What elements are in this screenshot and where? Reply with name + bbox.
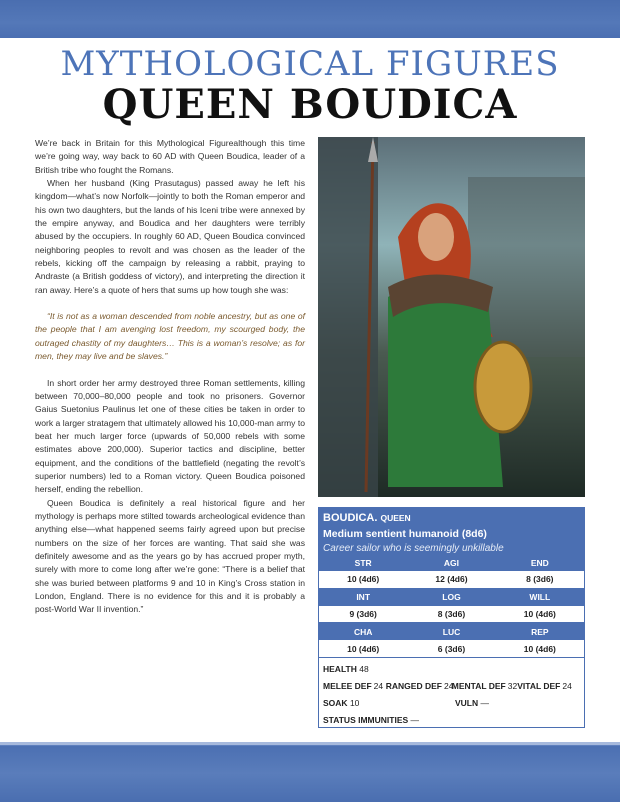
top-banner xyxy=(0,0,620,38)
attr-value: 10 (4d6) xyxy=(347,643,380,654)
vital-def-label: VITAL DEF xyxy=(517,681,561,692)
attribute-value-row xyxy=(319,640,584,657)
vuln-value: — xyxy=(480,698,490,709)
vuln-label: VULN xyxy=(455,698,479,709)
attr-value: 10 (4d6) xyxy=(347,574,380,585)
immunities-value: — xyxy=(410,715,420,726)
attr-value: 10 (4d6) xyxy=(523,643,556,654)
attribute-value-row xyxy=(319,571,584,588)
attr-value: 6 (3d6) xyxy=(437,643,466,654)
creature-type: Medium sentient humanoid (8d6) xyxy=(323,528,487,540)
mental-def-value: 32 xyxy=(507,681,518,692)
article-body xyxy=(35,137,305,617)
immunities-label: STATUS IMMUNITIES xyxy=(323,715,409,726)
attr-value: 10 (4d6) xyxy=(523,609,556,620)
soak-line xyxy=(323,695,580,712)
attr-label: WILL xyxy=(529,592,551,603)
creature-title: QUEEN xyxy=(380,513,411,523)
ranged-def-value: 24 xyxy=(443,681,454,692)
immunities-line xyxy=(323,712,580,729)
attr-value: 8 (3d6) xyxy=(437,609,466,620)
ranged-def-label: RANGED DEF xyxy=(385,681,442,692)
stat-block xyxy=(318,507,585,728)
paragraph: We’re back in Britain for this Mythological Figurealthough this time we’re going way, way back to 60 AD with Queen Boudica, leader of a British tribe who fought the Romans. xyxy=(35,138,305,175)
mental-def-label: MENTAL DEF xyxy=(451,681,506,692)
melee-def-value: 24 xyxy=(373,681,384,692)
attr-label: LOG xyxy=(442,592,461,603)
attr-label: REP xyxy=(531,626,549,637)
series-title: MYTHOLOGICAL FIGURES xyxy=(60,44,560,84)
attr-label: CHA xyxy=(353,626,373,637)
paragraph: In short order her army destroyed three Roman settlements, killing between 70,000–80,000 people and took no prisoners. Governor Gaius Suetonius Paulinus let one of these cities be taken in order to work a larger stratagem that ultimately allowed his 10,000-man army to beat her much larger force (upwards of 50,000 rebels with some estimates above 200,000). Superior tactics and discipline, better equipment, and the conditions of the battlefield (negating the revolt’s superior numbers) led to a Roman victory. Queen Boudica poisoned herself, ending the rebellion. xyxy=(35,377,305,495)
attribute-header-row xyxy=(319,623,584,640)
soak-label: SOAK xyxy=(323,698,348,709)
attr-value: 12 (4d6) xyxy=(435,574,468,585)
page-title: QUEEN BOUDICA xyxy=(102,81,518,128)
health-value: 48 xyxy=(359,664,369,675)
attribute-value-row xyxy=(319,606,584,623)
attr-label: END xyxy=(530,557,549,568)
attribute-header-row xyxy=(319,589,584,606)
attr-label: STR xyxy=(354,557,372,568)
boudica-illustration xyxy=(318,137,585,497)
paragraph: Queen Boudica is definitely a real historical figure and her mythology is perhaps more stilted towards archeological evidence than anything else—what happened seems fairly agreed upon but precise numbers on the size of her forces are wanting. That said she was definitely awesome and as the years go by has accrued proper myth, surely with more to come long after we’re gone: “There is a belief that she was buried between platforms 9 and 10 in King’s Cross station in London, England. There is no evidence for this and it is probably a post-World War II invention.” xyxy=(35,497,305,615)
creature-description: Career sailor who is seemingly unkillable xyxy=(323,543,504,554)
quote: “It is not as a woman descended from noble ancestry, but as one of the people that I am avenging lost freedom, my scourged body, the outraged chastity of my daughters… This is a woman’s resolve; as for men, they may live and be slaves.” xyxy=(35,311,305,362)
attribute-header-row xyxy=(319,554,584,571)
soak-value: 10 xyxy=(349,698,360,709)
health-label: HEALTH xyxy=(323,664,357,675)
melee-def-label: MELEE DEF xyxy=(323,681,372,692)
paragraph: When her husband (King Prasutagus) passed away he left his kingdom—what’s now Norfolk—jointly to both the Roman emperor and his own two daughters, but the lands of his Iceni tribe were annexed by the empire anyway, and Boudica and her daughters were terribly abused by the occupiers. In roughly 60 AD, Queen Boudica convinced neighboring peoples to revolt and was chosen as the leader of the rebels, kicking off the campaign by releasing a rabbit, praying to Andraste (a British goddess of victory), and interpreting the direction it ran away. Here’s a quote of hers that sums up how tough she was: xyxy=(35,178,305,295)
health-line xyxy=(323,661,580,678)
vital-def-value: 24 xyxy=(562,681,572,692)
attr-value: 8 (3d6) xyxy=(526,574,554,585)
bottom-banner xyxy=(0,745,620,802)
attr-label: INT xyxy=(356,592,371,603)
attr-label: AGI xyxy=(443,557,460,568)
attr-label: LUC xyxy=(442,626,461,637)
creature-name: BOUDICA. xyxy=(323,512,378,524)
defense-line xyxy=(323,678,580,695)
attr-value: 9 (3d6) xyxy=(349,609,377,620)
